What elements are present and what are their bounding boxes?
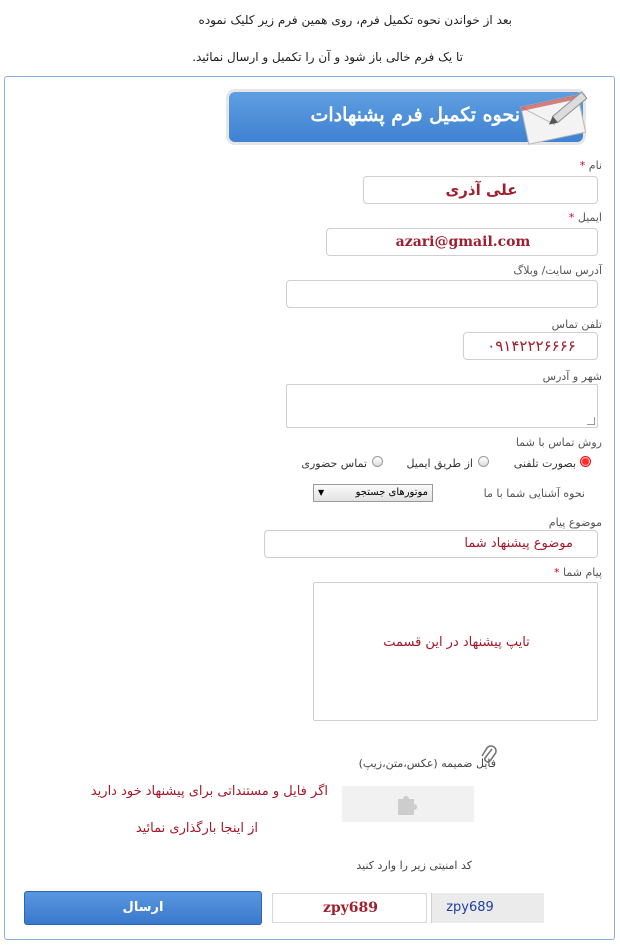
address-textarea[interactable] xyxy=(286,384,598,428)
attachment-note-line-2: از اینجا بارگذاری نمائید xyxy=(135,821,258,836)
name-field[interactable] xyxy=(363,176,598,204)
address-label: شهر و آدرس xyxy=(542,370,602,383)
contact-method-label: روش تماس با شما xyxy=(515,436,602,449)
radio-email[interactable] xyxy=(478,456,489,467)
resize-handle-icon[interactable] xyxy=(587,417,595,425)
form-frame xyxy=(4,76,615,940)
captcha-image xyxy=(431,893,544,923)
intro-line-1: بعد از خواندن نحوه تکمیل فرم، روی همین فرم زیر کلیک نموده xyxy=(198,13,512,27)
referral-selected: موتورهای جستجو xyxy=(355,487,428,498)
attachment-label: فایل ضمیمه (عکس،متن،زیپ) xyxy=(358,757,496,770)
referral-select[interactable] xyxy=(313,484,433,502)
captcha-image-text: zpy689 xyxy=(446,900,494,915)
message-textarea[interactable] xyxy=(313,582,598,721)
subject-label: موضوع پیام xyxy=(548,516,602,529)
phone-value: ۰۹۱۴۲۲۲۶۶۶۶ xyxy=(487,337,576,355)
email-field[interactable] xyxy=(326,228,598,256)
radio-in-person-label: تماس حضوری xyxy=(301,457,367,470)
file-upload-plugin[interactable] xyxy=(342,786,474,822)
website-label: آدرس سایت/ وبلاگ xyxy=(513,264,602,277)
intro-line-2: تا یک فرم خالی باز شود و آن را تکمیل و ارسال نمائید. xyxy=(192,50,463,64)
banner-title: نحوه تکمیل فرم پشنهادات xyxy=(310,104,520,126)
name-label: نام * xyxy=(579,159,602,172)
referral-label: نحوه آشنایی شما با ما xyxy=(483,487,585,500)
subject-field[interactable] xyxy=(264,530,598,558)
phone-label: تلفن تماس xyxy=(551,318,602,331)
phone-field[interactable] xyxy=(463,332,598,360)
captcha-input-value: zpy689 xyxy=(322,900,379,916)
paperclip-icon xyxy=(480,745,498,767)
radio-in-person[interactable] xyxy=(372,456,383,467)
mail-pen-icon xyxy=(518,80,594,150)
radio-phone-label: بصورت تلفنی xyxy=(513,457,576,470)
attachment-note-line-1: اگر فایل و مستنداتی برای پیشنهاد خود دارید xyxy=(90,784,328,799)
subject-value: موضوع پیشنهاد شما xyxy=(464,536,573,551)
name-value: علی آذری xyxy=(445,181,518,199)
radio-email-label: از طریق ایمیل xyxy=(406,457,473,470)
captcha-input[interactable] xyxy=(272,893,427,923)
puzzle-piece-icon xyxy=(392,789,422,819)
message-label: پیام شما * xyxy=(554,566,602,579)
website-field[interactable] xyxy=(286,280,598,308)
captcha-label: کد امنیتی زیر را وارد کنید xyxy=(356,859,472,872)
chevron-down-icon: ▼ xyxy=(318,488,325,497)
radio-phone[interactable] xyxy=(580,456,591,467)
email-value: azari@gmail.com xyxy=(395,234,531,250)
email-label: ایمیل * xyxy=(568,211,602,224)
submit-button[interactable]: ارسال xyxy=(24,891,262,925)
message-value: تایپ پیشنهاد در این قسمت xyxy=(383,635,530,650)
